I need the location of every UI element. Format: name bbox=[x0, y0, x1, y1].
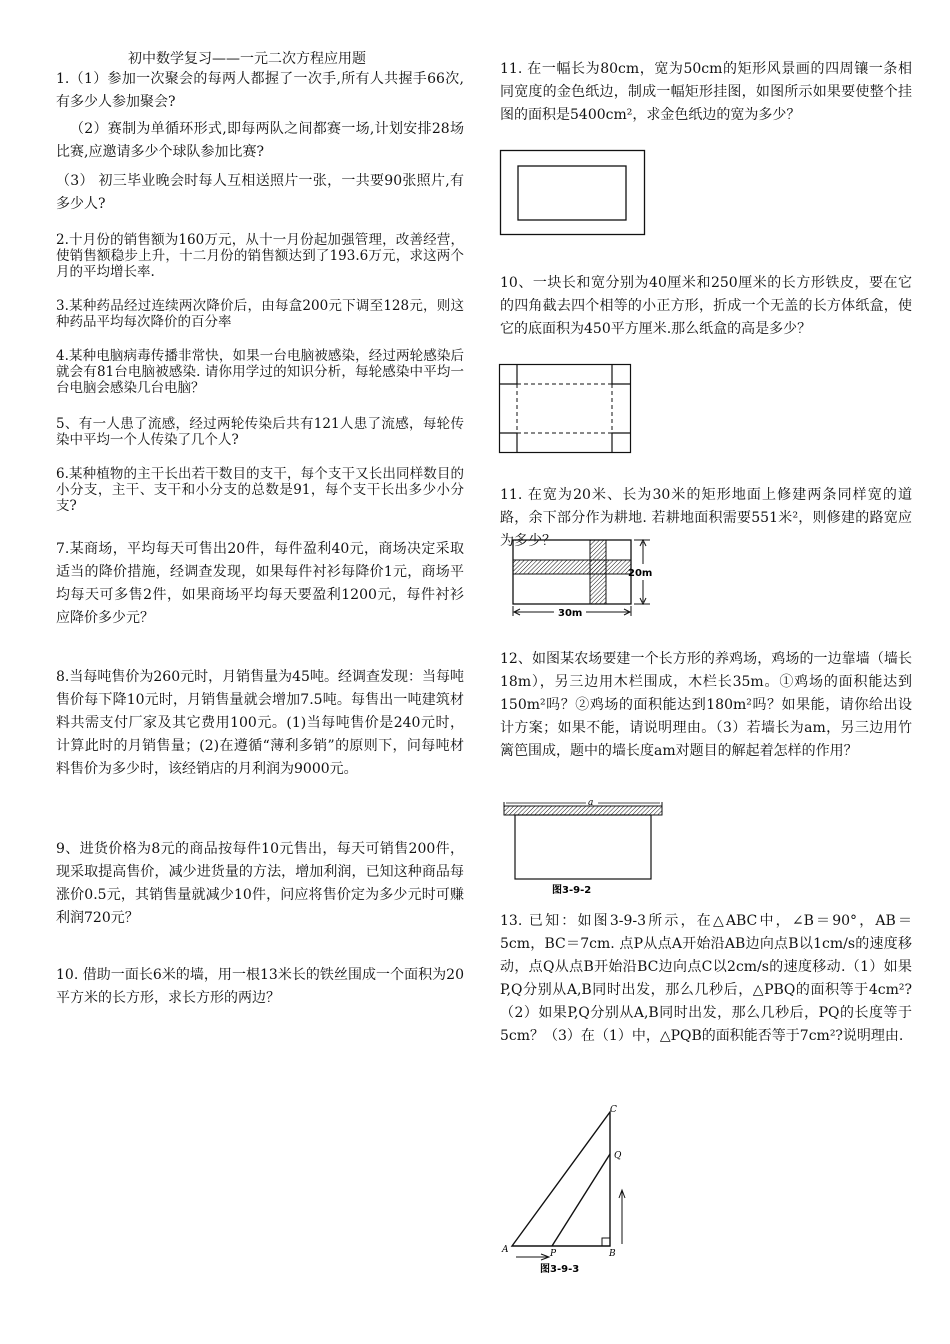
question-1c: （3） 初三毕业晚会时每人互相送照片一张，一共要90张照片,有多少人? bbox=[56, 173, 464, 212]
question-9: 9、进货价格为8元的商品按每件10元售出，每天可销售200件，现采取提高售价，减少进货量的方法，增加利润，已知这种商品每涨价0.5元，其销售量就减少10件，问应将售价定为多少元时可赚利润720元？ bbox=[56, 841, 464, 926]
question-5: 5、有一人患了流感，经过两轮传染后共有121人患了流感，每轮传染中平均一个人传染了几个人? bbox=[56, 416, 464, 448]
road-length-label: 30m bbox=[558, 608, 583, 619]
question-11b: 11. 在宽为20米、长为30米的矩形地面上修建两条同样宽的道路，余下部分作为耕地. 若耕地面积需要551米²，则修建的路宽应为多少？ bbox=[500, 487, 912, 549]
question-10b: 10、一块长和宽分别为40厘米和250厘米的长方形铁皮，要在它的四角截去四个相等的小正方形，折成一个无盖的长方体纸盒，使它的底面积为450平方厘米.那么纸盒的高是多少？ bbox=[500, 275, 912, 337]
question-11a: 11. 在一幅长为80cm，宽为50cm的矩形风景画的四周镶一条相同宽度的金色纸边，制成一幅矩形挂图，如图所示如果要使整个挂图的面积是5400cm²，求金色纸边的宽为多少？ bbox=[500, 61, 912, 123]
question-7: 7.某商场，平均每天可售出20件，每件盈利40元，商场决定采取适当的降价措施，经调查发现，如果每件衬衫每降价1元，商场平均每天可多售2件，如果商场平均每天要盈利1200元，每件衬衫应降价多少元？ bbox=[56, 541, 464, 626]
point-Q-label: Q bbox=[614, 1151, 622, 1161]
figure-caption-3-9-3: 图3-9-3 bbox=[540, 1264, 580, 1275]
vertex-A-label: A bbox=[502, 1245, 509, 1255]
question-8: 8.当每吨售价为260元时，月销售量为45吨。经调查发现：当每吨售价每下降10元时，月销售量就会增加7.5吨。每售出一吨建筑材料共需支付厂家及其它费用100元。(1)当每吨售价是240元时，计算此时的月销售量；(2)在遵循“薄利多销”的原则下，问每吨材料售价为多少时，该经销店的月利润为9000元。 bbox=[56, 669, 464, 777]
figure-box-net bbox=[499, 364, 632, 454]
question-4: 4.某种电脑病毒传播非常快，如果一台电脑被感染，经过两轮感染后就会有81台电脑被感染. 请你用学过的知识分析，每轮感染中平均一台电脑会感染几台电脑？ bbox=[56, 348, 464, 396]
question-12: 12、如图某农场要建一个长方形的养鸡场，鸡场的一边靠墙（墙长18m），另三边用木栏围成，木栏长35m。①鸡场的面积能达到150m²吗？②鸡场的面积能达到180m²吗？如果能，请你给出设计方案；如果不能，请说明理由。（3）若墙长为am，另三边用竹篱笆围成，题中的墙长度am对题目的解起着怎样的作用？ bbox=[500, 651, 912, 759]
figure-chicken-farm bbox=[500, 794, 666, 898]
question-6: 6.某种植物的主干长出若干数目的支干，每个支干又长出同样数目的小分支，主干、支干和小分支的总数是91，每个支干长出多少小分支? bbox=[56, 466, 464, 514]
figure-caption-3-9-2: 图3-9-2 bbox=[552, 885, 592, 896]
figure-framed-picture bbox=[500, 150, 646, 236]
wall-length-label: a bbox=[588, 798, 594, 808]
question-10: 10. 借助一面长6米的墙，用一根13米长的铁丝围成一个面积为20平方米的长方形，求长方形的两边？ bbox=[56, 967, 464, 1006]
page-title: 初中数学复习——一元二次方程应用题 bbox=[128, 51, 366, 67]
question-13: 13. 已知：如图3-9-3所示，在△ABC中，∠B＝90°，AB＝5cm，BC＝7cm. 点P从点A开始沿AB边向点B以1cm/s的速度移动，点Q从点B开始沿BC边向点C以2cm/s的速度移动.（1）如果P,Q分别从A,B同时出发，那么几秒后，△PBQ的面积等于4cm²?（2）如果P,Q分别从A,B同时出发，那么几秒后，PQ的长度等于5cm？（3）在（1）中，△PQB的面积能否等于7cm²?说明理由. bbox=[500, 913, 912, 1044]
figure-roads bbox=[510, 536, 660, 620]
point-P-label: P bbox=[550, 1249, 557, 1259]
vertex-C-label: C bbox=[610, 1105, 617, 1115]
vertex-B-label: B bbox=[609, 1249, 616, 1259]
question-3: 3.某种药品经过连续两次降价后，由每盒200元下调至128元，则这种药品平均每次降价的百分率 bbox=[56, 298, 464, 330]
question-1a: 1.（1）参加一次聚会的每两人都握了一次手,所有人共握手66次,有多少人参加聚会? bbox=[56, 71, 464, 110]
figure-triangle bbox=[498, 1106, 638, 1276]
road-width-label: 20m bbox=[628, 568, 653, 579]
question-2: 2.十月份的销售额为160万元，从十一月份起加强管理，改善经营，使销售额稳步上升，十二月份的销售额达到了193.6万元，求这两个月的平均增长率. bbox=[56, 232, 464, 280]
question-1b: （2）赛制为单循环形式,即每两队之间都赛一场,计划安排28场比赛,应邀请多少个球队参加比赛? bbox=[56, 121, 464, 160]
